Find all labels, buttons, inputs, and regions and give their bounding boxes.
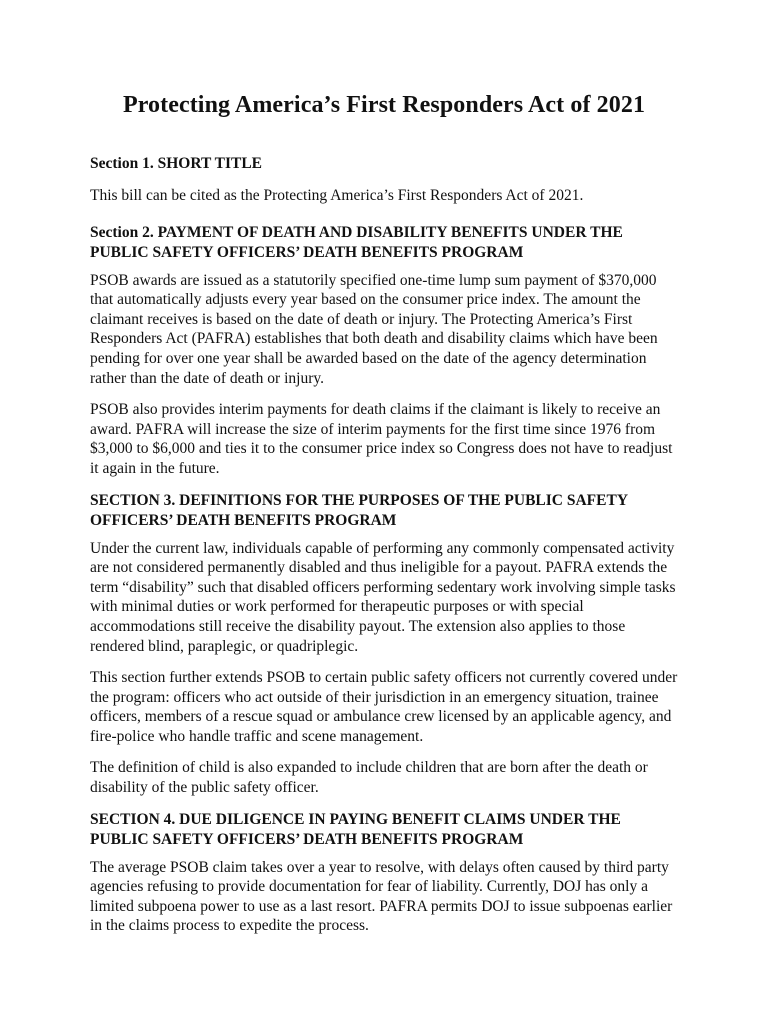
section-3-paragraph-2: This section further extends PSOB to certain public safety officers not currently covered under the program: officers who act outside of their jurisdiction in an emergency situation, trainee officers, members of a rescue squad or ambulance crew licensed by an applicable agency, and fire-police who handle traffic and scene management. bbox=[90, 669, 678, 745]
section-3-paragraph-3: The definition of child is also expanded to include children that are born after the death or disability of the public safety officer. bbox=[90, 759, 648, 797]
section-4-heading: SECTION 4. DUE DILIGENCE IN PAYING BENEFIT CLAIMS UNDER THE PUBLIC SAFETY OFFICERS’ DEATH BENEFITS PROGRAM bbox=[90, 810, 621, 848]
section-1 bbox=[90, 154, 678, 206]
section-1-paragraph-1: This bill can be cited as the Protecting America’s First Responders Act of 2021. bbox=[90, 187, 584, 204]
section-2 bbox=[90, 223, 678, 479]
section-2-paragraph-2: PSOB also provides interim payments for death claims if the claimant is likely to receive an award. PAFRA will increase the size of interim payments for the first time since 1976 from $3,000 to $6,000 and ties it to the consumer price index so Congress does not have to readjust it again in the future. bbox=[90, 401, 673, 477]
section-1-heading: Section 1. SHORT TITLE bbox=[90, 155, 263, 172]
section-4 bbox=[90, 810, 678, 936]
document-title: Protecting America’s First Responders Act of 2021 bbox=[122, 92, 646, 118]
section-3 bbox=[90, 491, 678, 798]
section-3-paragraph-1: Under the current law, individuals capable of performing any commonly compensated activity are not considered permanently disabled and thus ineligible for a payout. PAFRA extends the term “disability” such that disabled officers performing sedentary work involving simple tasks with minimal duties or work performed for therapeutic purposes or with special accommodations still receive the disability payout. The extension also applies to those rendered blind, paraplegic, or quadriplegic. bbox=[90, 539, 676, 655]
section-3-heading: SECTION 3. DEFINITIONS FOR THE PURPOSES OF THE PUBLIC SAFETY OFFICERS’ DEATH BENEFITS PROGRAM bbox=[90, 491, 628, 529]
section-4-paragraph-1: The average PSOB claim takes over a year to resolve, with delays often caused by third party agencies refusing to provide documentation for fear of liability. Currently, DOJ has only a limited subpoena power to use as a last resort. PAFRA permits DOJ to issue subpoenas earlier in the claims process to expedite the process. bbox=[90, 858, 673, 935]
section-2-paragraph-1: PSOB awards are issued as a statutorily specified one-time lump sum payment of $370,000 that automatically adjusts every year based on the consumer price index. The amount the claimant receives is based on the date of death or injury. The Protecting America’s First Responders Act (PAFRA) establishes that both death and disability claims which have been pending for over one year shall be awarded based on the date of the agency determination rather than the date of death or injury. bbox=[90, 271, 658, 387]
section-2-heading: Section 2. PAYMENT OF DEATH AND DISABILITY BENEFITS UNDER THE PUBLIC SAFETY OFFICERS’ DEATH BENEFITS PROGRAM bbox=[90, 223, 623, 261]
